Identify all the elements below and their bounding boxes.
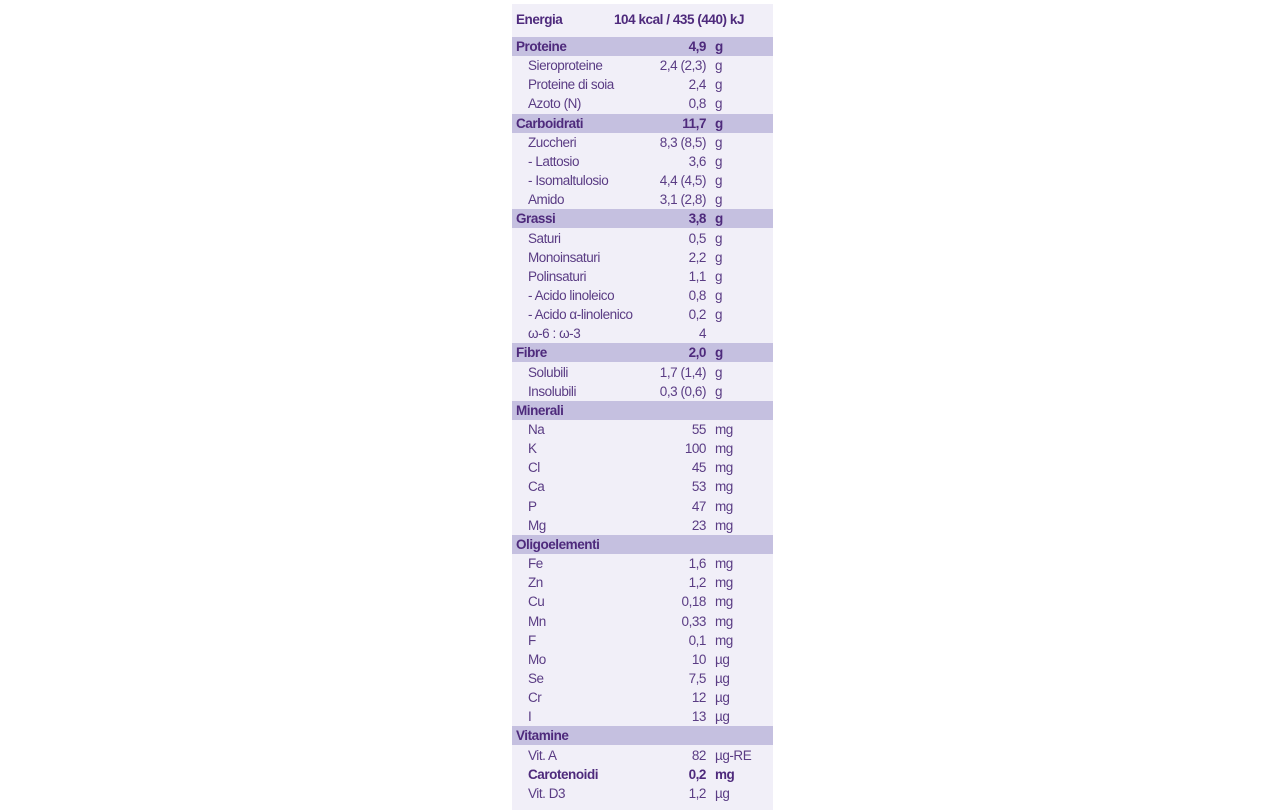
nutrient-unit: g [715, 268, 723, 284]
energy-value: 104 kcal / 435 (440) kJ [614, 12, 745, 27]
table-row [512, 458, 773, 477]
nutrient-unit: g [715, 77, 723, 93]
nutrient-unit: g [715, 173, 723, 189]
table-row [512, 573, 773, 592]
nutrient-label: Insolubili [528, 383, 577, 399]
nutrient-label: - Isomaltulosio [528, 173, 609, 189]
nutrient-value: 2,2 [688, 249, 706, 265]
table-row [512, 190, 773, 209]
nutrient-value: 2,0 [688, 345, 706, 361]
table-row [512, 75, 773, 94]
section-title: Proteine [516, 39, 567, 54]
nutrient-label: Mg [528, 517, 546, 533]
nutrient-value: 0,33 [681, 613, 706, 629]
nutrient-value: 12 [691, 690, 706, 706]
table-row [512, 324, 773, 343]
nutrient-label: Amido [528, 192, 565, 208]
nutrient-value: 3,8 [688, 211, 706, 227]
section-title: Minerali [516, 402, 564, 418]
nutrient-value: 10 [691, 651, 706, 667]
section-title: Carboidrati [516, 115, 584, 131]
nutrient-value: 0,1 [688, 632, 706, 648]
nutrient-unit: mg [715, 766, 735, 782]
nutrient-label: Vit. D3 [528, 785, 566, 801]
table-row [512, 152, 773, 171]
nutrition-table [512, 4, 773, 810]
nutrient-label: I [528, 709, 532, 725]
nutrient-value: 82 [691, 747, 706, 763]
nutrient-unit: g [715, 287, 723, 303]
nutrient-label: Zn [528, 575, 543, 591]
nutrient-unit: g [715, 249, 723, 265]
section-title: Fibre [516, 345, 547, 361]
section-title: Grassi [516, 211, 556, 227]
table-row [512, 133, 773, 152]
nutrient-value: 23 [691, 517, 706, 533]
nutrient-unit: g [715, 307, 723, 323]
nutrient-unit: g [715, 211, 723, 227]
table-row [512, 650, 773, 669]
nutrient-label: Se [528, 670, 544, 686]
table-row [512, 56, 773, 75]
nutrient-label: - Lattosio [528, 153, 580, 169]
table-row [512, 363, 773, 382]
nutrient-unit: g [715, 153, 723, 169]
nutrient-unit: µg [715, 709, 730, 725]
nutrient-unit: µg [715, 670, 730, 686]
nutrient-value: 11,7 [682, 115, 706, 131]
nutrient-unit: g [715, 383, 723, 399]
table-row [512, 746, 773, 765]
nutrient-value: 1,6 [688, 556, 706, 572]
nutrient-label: Solubili [528, 364, 568, 380]
table-row [512, 477, 773, 496]
table-row [512, 592, 773, 611]
nutrient-unit: mg [715, 441, 733, 457]
nutrient-value: 0,8 [688, 287, 706, 303]
nutrient-label: Monoinsaturi [528, 249, 600, 265]
nutrient-unit: mg [715, 517, 733, 533]
nutrient-label: - Acido linoleico [528, 287, 615, 303]
nutrient-value: 55 [691, 422, 706, 437]
section-header-row [512, 726, 773, 745]
nutrient-value: 4 [698, 326, 706, 342]
nutrient-value: 0,5 [688, 230, 706, 246]
nutrient-label: Saturi [528, 230, 561, 246]
nutrient-value: 45 [691, 460, 706, 476]
nutrient-unit: g [715, 134, 723, 150]
section-header-row [512, 37, 773, 56]
nutrient-label: Fe [528, 556, 543, 572]
nutrient-label: Polinsaturi [528, 268, 587, 284]
nutrient-value: 0,8 [688, 96, 706, 112]
section-title: Vitamine [516, 728, 569, 744]
nutrient-label: Carotenoidi [528, 766, 599, 782]
nutrient-value: 47 [691, 498, 706, 514]
nutrient-unit: mg [715, 556, 733, 572]
energy-label: Energia [516, 12, 563, 27]
table-row [512, 286, 773, 305]
nutrient-label: F [528, 632, 536, 648]
nutrient-unit: mg [715, 422, 733, 437]
table-row [512, 669, 773, 688]
nutrient-unit: mg [715, 479, 733, 495]
section-title: Oligoelementi [516, 536, 600, 552]
nutrient-unit: µg-RE [715, 747, 752, 763]
nutrient-unit: g [715, 230, 723, 246]
table-row [512, 248, 773, 267]
nutrient-value: 0,3 (0,6) [659, 383, 706, 399]
table-row [512, 631, 773, 650]
nutrient-unit: g [715, 96, 723, 112]
section-header-row [512, 401, 773, 420]
nutrient-label: P [528, 498, 537, 514]
nutrient-value: 0,18 [681, 594, 706, 610]
table-row [512, 439, 773, 458]
table-row [512, 516, 773, 535]
table-row [512, 382, 773, 401]
nutrient-value: 3,1 (2,8) [659, 192, 706, 208]
nutrient-label: Zuccheri [528, 134, 577, 150]
table-row [512, 497, 773, 516]
nutrient-label: Sieroproteine [528, 58, 603, 74]
table-row [512, 707, 773, 726]
nutrient-unit: mg [715, 632, 733, 648]
nutrient-unit: µg [715, 651, 730, 667]
section-header-row [512, 343, 773, 362]
section-header-row [512, 209, 773, 228]
nutrient-unit: g [715, 58, 723, 74]
energy-row [512, 4, 773, 36]
nutrient-value: 53 [691, 479, 706, 495]
nutrient-value: 0,2 [688, 766, 706, 782]
table-row [512, 784, 773, 803]
nutrient-value: 4,4 (4,5) [659, 173, 706, 189]
table-row [512, 765, 773, 784]
nutrient-label: Azoto (N) [528, 96, 581, 112]
nutrient-value: 8,3 (8,5) [659, 134, 706, 150]
nutrient-unit: mg [715, 594, 733, 610]
nutrient-unit: mg [715, 498, 733, 514]
nutrient-value: 1,2 [688, 575, 706, 591]
table-row [512, 688, 773, 707]
nutrient-value: 100 [684, 441, 706, 457]
nutrient-value: 1,1 [688, 268, 706, 284]
nutrient-unit: g [715, 345, 723, 361]
nutrient-label: Cu [528, 594, 545, 610]
nutrient-value: 3,6 [688, 153, 706, 169]
nutrient-label: Proteine di soia [528, 77, 614, 93]
nutrient-unit: g [715, 39, 723, 54]
nutrient-value: 2,4 (2,3) [659, 58, 706, 74]
nutrient-label: ω-6 : ω-3 [528, 326, 581, 342]
nutrient-unit: g [715, 115, 723, 131]
nutrient-value: 13 [691, 709, 706, 725]
table-row [512, 267, 773, 286]
nutrient-value: 1,7 (1,4) [659, 364, 706, 380]
nutrient-label: Na [528, 422, 545, 437]
table-row [512, 420, 773, 439]
nutrient-unit: g [715, 192, 723, 208]
nutrient-label: Mn [528, 613, 546, 629]
nutrient-label: Ca [528, 479, 545, 495]
nutrient-unit: mg [715, 575, 733, 591]
table-row [512, 171, 773, 190]
nutrient-value: 2,4 [688, 77, 706, 93]
table-row [512, 612, 773, 631]
nutrient-label: Cr [528, 690, 542, 706]
nutrient-unit: g [715, 364, 723, 380]
table-row [512, 305, 773, 324]
nutrient-label: Cl [528, 460, 540, 476]
nutrient-unit: µg [715, 690, 730, 706]
section-header-row [512, 535, 773, 554]
nutrient-value: 1,2 [688, 785, 706, 801]
nutrient-unit: mg [715, 460, 733, 476]
nutrient-unit: µg [715, 785, 730, 801]
nutrient-label: - Acido α-linolenico [528, 307, 633, 323]
nutrient-value: 7,5 [688, 670, 706, 686]
table-row [512, 554, 773, 573]
nutrient-label: Vit. A [528, 747, 557, 763]
nutrient-label: K [528, 441, 537, 457]
nutrient-unit: mg [715, 613, 733, 629]
table-row [512, 94, 773, 113]
nutrient-label: Mo [528, 651, 546, 667]
table-row [512, 229, 773, 248]
section-header-row [512, 114, 773, 133]
nutrient-value: 4,9 [688, 39, 706, 54]
nutrient-value: 0,2 [688, 307, 706, 323]
